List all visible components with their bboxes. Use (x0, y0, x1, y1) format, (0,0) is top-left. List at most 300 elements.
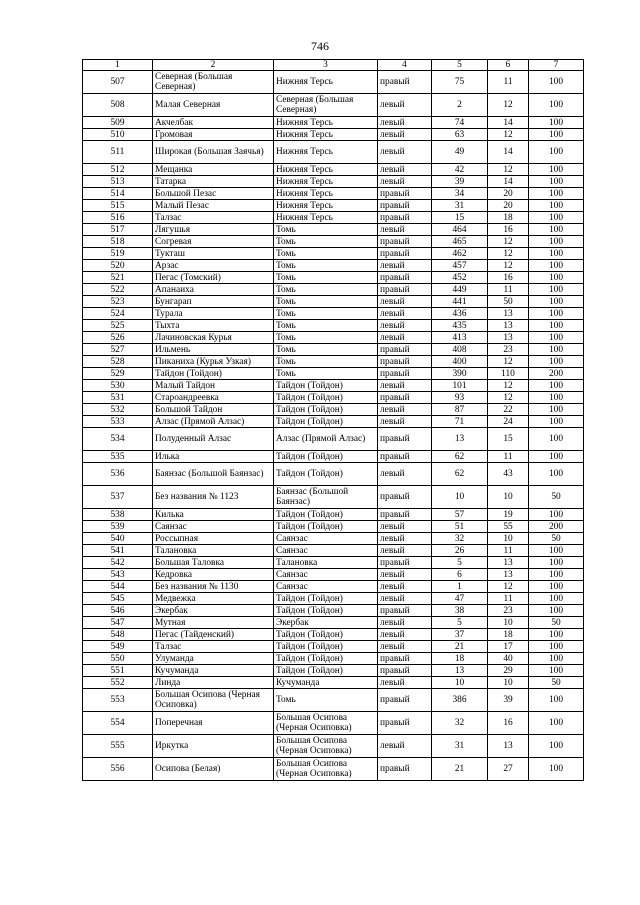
table-row (83, 200, 584, 212)
row-number-cell: 510 (83, 129, 153, 141)
table-row (83, 416, 584, 428)
table-row (83, 569, 584, 581)
bank-side-cell: правый (378, 284, 432, 296)
table-row (83, 308, 584, 320)
river-name-cell: Саянзас (153, 521, 274, 533)
river-name-cell: Кедровка (153, 569, 274, 581)
distance-from-mouth-cell: 34 (432, 188, 488, 200)
river-length-cell: 18 (488, 212, 529, 224)
bank-side-cell: левый (378, 521, 432, 533)
row-number-cell: 543 (83, 569, 153, 581)
bank-side-cell: правый (378, 653, 432, 665)
mouth-river-cell: Тайдон (Тойдон) (274, 392, 378, 404)
river-name-cell: Талзас (153, 212, 274, 224)
distance-from-mouth-cell: 10 (432, 486, 488, 509)
table-row (83, 533, 584, 545)
river-name-cell: Лягушья (153, 224, 274, 236)
distance-from-mouth-cell: 5 (432, 557, 488, 569)
row-number-cell: 516 (83, 212, 153, 224)
river-length-cell: 23 (488, 344, 529, 356)
row-number-cell: 527 (83, 344, 153, 356)
bank-side-cell: левый (378, 404, 432, 416)
river-name-cell: Мещанка (153, 164, 274, 176)
protection-zone-width-cell: 100 (529, 117, 584, 129)
distance-from-mouth-cell: 449 (432, 284, 488, 296)
protection-zone-width-cell: 100 (529, 224, 584, 236)
protection-zone-width-cell: 50 (529, 677, 584, 689)
river-name-cell: Пегас (Томский) (153, 272, 274, 284)
distance-from-mouth-cell: 1 (432, 581, 488, 593)
river-length-cell: 16 (488, 224, 529, 236)
bank-side-cell: правый (378, 368, 432, 380)
table-row (83, 129, 584, 141)
table-row (83, 71, 584, 94)
river-name-cell: Апанаиха (153, 284, 274, 296)
mouth-river-cell: Саянзас (274, 581, 378, 593)
table-row (83, 164, 584, 176)
distance-from-mouth-cell: 386 (432, 689, 488, 712)
river-name-cell: Широкая (Большая Заячья) (153, 141, 274, 164)
row-number-cell: 524 (83, 308, 153, 320)
protection-zone-width-cell: 100 (529, 758, 584, 781)
row-number-cell: 509 (83, 117, 153, 129)
protection-zone-width-cell: 100 (529, 236, 584, 248)
river-name-cell: Северная (Большая Северная) (153, 71, 274, 94)
protection-zone-width-cell: 100 (529, 569, 584, 581)
bank-side-cell: правый (378, 509, 432, 521)
river-name-cell: Тайдон (Тойдон) (153, 368, 274, 380)
table-row (83, 320, 584, 332)
bank-side-cell: левый (378, 94, 432, 117)
bank-side-cell: левый (378, 629, 432, 641)
river-length-cell: 13 (488, 557, 529, 569)
protection-zone-width-cell: 100 (529, 380, 584, 392)
river-name-cell: Согревая (153, 236, 274, 248)
table-row (83, 404, 584, 416)
row-number-cell: 549 (83, 641, 153, 653)
river-name-cell: Без названия № 1130 (153, 581, 274, 593)
row-number-cell: 544 (83, 581, 153, 593)
bank-side-cell: левый (378, 380, 432, 392)
river-name-cell: Большой Тайдон (153, 404, 274, 416)
table-row (83, 284, 584, 296)
table-row (83, 260, 584, 272)
table-row (83, 344, 584, 356)
table-row (83, 486, 584, 509)
mouth-river-cell: Томь (274, 236, 378, 248)
protection-zone-width-cell: 100 (529, 260, 584, 272)
mouth-river-cell: Томь (274, 689, 378, 712)
row-number-cell: 521 (83, 272, 153, 284)
mouth-river-cell: Томь (274, 224, 378, 236)
row-number-cell: 530 (83, 380, 153, 392)
distance-from-mouth-cell: 18 (432, 653, 488, 665)
distance-from-mouth-cell: 62 (432, 451, 488, 463)
river-length-cell: 50 (488, 296, 529, 308)
distance-from-mouth-cell: 71 (432, 416, 488, 428)
row-number-cell: 532 (83, 404, 153, 416)
protection-zone-width-cell: 100 (529, 356, 584, 368)
river-length-cell: 11 (488, 451, 529, 463)
protection-zone-width-cell: 100 (529, 94, 584, 117)
table-row (83, 557, 584, 569)
river-length-cell: 13 (488, 308, 529, 320)
bank-side-cell: левый (378, 176, 432, 188)
distance-from-mouth-cell: 39 (432, 176, 488, 188)
row-number-cell: 514 (83, 188, 153, 200)
protection-zone-width-cell: 100 (529, 641, 584, 653)
river-name-cell: Россыпная (153, 533, 274, 545)
distance-from-mouth-cell: 2 (432, 94, 488, 117)
river-name-cell: Большая Осипова (Черная Осиповка) (153, 689, 274, 712)
distance-from-mouth-cell: 464 (432, 224, 488, 236)
distance-from-mouth-cell: 6 (432, 569, 488, 581)
bank-side-cell: левый (378, 296, 432, 308)
row-number-cell: 522 (83, 284, 153, 296)
mouth-river-cell: Тайдон (Тойдон) (274, 653, 378, 665)
river-name-cell: Талановка (153, 545, 274, 557)
table-row (83, 212, 584, 224)
mouth-river-cell: Нижняя Терсь (274, 176, 378, 188)
row-number-cell: 546 (83, 605, 153, 617)
river-length-cell: 13 (488, 320, 529, 332)
distance-from-mouth-cell: 21 (432, 758, 488, 781)
mouth-river-cell: Тайдон (Тойдон) (274, 665, 378, 677)
row-number-cell: 534 (83, 428, 153, 451)
protection-zone-width-cell: 100 (529, 735, 584, 758)
table-row (83, 521, 584, 533)
protection-zone-width-cell: 100 (529, 712, 584, 735)
distance-from-mouth-cell: 408 (432, 344, 488, 356)
river-length-cell: 11 (488, 71, 529, 94)
river-length-cell: 14 (488, 141, 529, 164)
row-number-cell: 515 (83, 200, 153, 212)
distance-from-mouth-cell: 465 (432, 236, 488, 248)
bank-side-cell: правый (378, 557, 432, 569)
distance-from-mouth-cell: 413 (432, 332, 488, 344)
river-name-cell: Турала (153, 308, 274, 320)
table-row (83, 428, 584, 451)
table-row (83, 224, 584, 236)
table-row (83, 593, 584, 605)
mouth-river-cell: Большая Осипова (Черная Осиповка) (274, 712, 378, 735)
river-length-cell: 12 (488, 129, 529, 141)
river-name-cell: Улуманда (153, 653, 274, 665)
river-name-cell: Тыхта (153, 320, 274, 332)
distance-from-mouth-cell: 10 (432, 677, 488, 689)
river-length-cell: 23 (488, 605, 529, 617)
protection-zone-width-cell: 100 (529, 509, 584, 521)
river-length-cell: 29 (488, 665, 529, 677)
river-name-cell: Баянзас (Большой Баянзас) (153, 463, 274, 486)
row-number-cell: 526 (83, 332, 153, 344)
mouth-river-cell: Нижняя Терсь (274, 164, 378, 176)
mouth-river-cell: Тайдон (Тойдон) (274, 629, 378, 641)
river-name-cell: Илька (153, 451, 274, 463)
bank-side-cell: правый (378, 605, 432, 617)
bank-side-cell: правый (378, 712, 432, 735)
distance-from-mouth-cell: 31 (432, 200, 488, 212)
protection-zone-width-cell: 100 (529, 451, 584, 463)
river-name-cell: Талзас (153, 641, 274, 653)
mouth-river-cell: Томь (274, 284, 378, 296)
mouth-river-cell: Саянзас (274, 569, 378, 581)
protection-zone-width-cell: 100 (529, 141, 584, 164)
table-row (83, 356, 584, 368)
mouth-river-cell: Саянзас (274, 533, 378, 545)
river-name-cell: Медвежка (153, 593, 274, 605)
distance-from-mouth-cell: 57 (432, 509, 488, 521)
bank-side-cell: левый (378, 117, 432, 129)
table-row (83, 380, 584, 392)
table-row (83, 236, 584, 248)
river-length-cell: 12 (488, 248, 529, 260)
mouth-river-cell: Томь (274, 260, 378, 272)
column-number: 7 (529, 60, 584, 71)
river-name-cell: Лачиновская Курья (153, 332, 274, 344)
row-number-cell: 529 (83, 368, 153, 380)
bank-side-cell: правый (378, 689, 432, 712)
protection-zone-width-cell: 100 (529, 248, 584, 260)
river-length-cell: 10 (488, 617, 529, 629)
row-number-cell: 507 (83, 71, 153, 94)
protection-zone-width-cell: 100 (529, 416, 584, 428)
bank-side-cell: левый (378, 569, 432, 581)
protection-zone-width-cell: 100 (529, 545, 584, 557)
table-row (83, 545, 584, 557)
distance-from-mouth-cell: 400 (432, 356, 488, 368)
river-length-cell: 14 (488, 176, 529, 188)
mouth-river-cell: Тайдон (Тойдон) (274, 451, 378, 463)
table-row (83, 653, 584, 665)
protection-zone-width-cell: 50 (529, 533, 584, 545)
column-number: 5 (432, 60, 488, 71)
row-number-cell: 542 (83, 557, 153, 569)
river-length-cell: 16 (488, 272, 529, 284)
mouth-river-cell: Нижняя Терсь (274, 188, 378, 200)
protection-zone-width-cell: 100 (529, 332, 584, 344)
protection-zone-width-cell: 100 (529, 463, 584, 486)
mouth-river-cell: Саянзас (274, 545, 378, 557)
river-name-cell: Линда (153, 677, 274, 689)
river-name-cell: Акчелбак (153, 117, 274, 129)
protection-zone-width-cell: 100 (529, 404, 584, 416)
bank-side-cell: левый (378, 677, 432, 689)
river-name-cell: Экербак (153, 605, 274, 617)
distance-from-mouth-cell: 13 (432, 665, 488, 677)
table-row (83, 712, 584, 735)
distance-from-mouth-cell: 74 (432, 117, 488, 129)
row-number-cell: 533 (83, 416, 153, 428)
protection-zone-width-cell: 100 (529, 272, 584, 284)
distance-from-mouth-cell: 390 (432, 368, 488, 380)
distance-from-mouth-cell: 457 (432, 260, 488, 272)
protection-zone-width-cell: 100 (529, 428, 584, 451)
river-name-cell: Бунгарап (153, 296, 274, 308)
bank-side-cell: левый (378, 332, 432, 344)
row-number-cell: 519 (83, 248, 153, 260)
river-name-cell: Мутная (153, 617, 274, 629)
distance-from-mouth-cell: 21 (432, 641, 488, 653)
row-number-cell: 537 (83, 486, 153, 509)
row-number-cell: 523 (83, 296, 153, 308)
row-number-cell: 508 (83, 94, 153, 117)
row-number-cell: 535 (83, 451, 153, 463)
column-number-row (83, 60, 584, 71)
protection-zone-width-cell: 100 (529, 593, 584, 605)
bank-side-cell: правый (378, 451, 432, 463)
mouth-river-cell: Тайдон (Тойдон) (274, 521, 378, 533)
row-number-cell: 550 (83, 653, 153, 665)
mouth-river-cell: Тайдон (Тойдон) (274, 404, 378, 416)
row-number-cell: 512 (83, 164, 153, 176)
row-number-cell: 525 (83, 320, 153, 332)
river-length-cell: 12 (488, 581, 529, 593)
bank-side-cell: правый (378, 71, 432, 94)
mouth-river-cell: Тайдон (Тойдон) (274, 605, 378, 617)
protection-zone-width-cell: 100 (529, 200, 584, 212)
protection-zone-width-cell: 100 (529, 164, 584, 176)
bank-side-cell: левый (378, 320, 432, 332)
river-length-cell: 43 (488, 463, 529, 486)
mouth-river-cell: Тайдон (Тойдон) (274, 593, 378, 605)
bank-side-cell: правый (378, 272, 432, 284)
river-length-cell: 55 (488, 521, 529, 533)
mouth-river-cell: Кучуманда (274, 677, 378, 689)
table-row (83, 392, 584, 404)
distance-from-mouth-cell: 49 (432, 141, 488, 164)
table-row (83, 641, 584, 653)
river-name-cell: Алзас (Прямой Алзас) (153, 416, 274, 428)
distance-from-mouth-cell: 38 (432, 605, 488, 617)
protection-zone-width-cell: 100 (529, 188, 584, 200)
row-number-cell: 553 (83, 689, 153, 712)
table-row (83, 677, 584, 689)
mouth-river-cell: Томь (274, 368, 378, 380)
page-number: 746 (311, 39, 329, 53)
mouth-river-cell: Нижняя Терсь (274, 141, 378, 164)
protection-zone-width-cell: 100 (529, 653, 584, 665)
table-row (83, 629, 584, 641)
river-length-cell: 40 (488, 653, 529, 665)
protection-zone-width-cell: 100 (529, 344, 584, 356)
distance-from-mouth-cell: 15 (432, 212, 488, 224)
distance-from-mouth-cell: 32 (432, 533, 488, 545)
mouth-river-cell: Нижняя Терсь (274, 200, 378, 212)
river-name-cell: Полуденный Алзас (153, 428, 274, 451)
distance-from-mouth-cell: 51 (432, 521, 488, 533)
mouth-river-cell: Томь (274, 248, 378, 260)
river-name-cell: Староандреевка (153, 392, 274, 404)
mouth-river-cell: Тайдон (Тойдон) (274, 416, 378, 428)
mouth-river-cell: Томь (274, 332, 378, 344)
river-length-cell: 12 (488, 380, 529, 392)
row-number-cell: 518 (83, 236, 153, 248)
river-length-cell: 27 (488, 758, 529, 781)
bank-side-cell: правый (378, 236, 432, 248)
bank-side-cell: левый (378, 224, 432, 236)
mouth-river-cell: Талановка (274, 557, 378, 569)
river-name-cell: Громовая (153, 129, 274, 141)
bank-side-cell: левый (378, 416, 432, 428)
protection-zone-width-cell: 100 (529, 284, 584, 296)
mouth-river-cell: Экербак (274, 617, 378, 629)
distance-from-mouth-cell: 47 (432, 593, 488, 605)
distance-from-mouth-cell: 436 (432, 308, 488, 320)
bank-side-cell: левый (378, 141, 432, 164)
river-length-cell: 13 (488, 735, 529, 758)
mouth-river-cell: Нижняя Терсь (274, 117, 378, 129)
river-name-cell: Татарка (153, 176, 274, 188)
mouth-river-cell: Томь (274, 308, 378, 320)
protection-zone-width-cell: 100 (529, 212, 584, 224)
row-number-cell: 541 (83, 545, 153, 557)
table-row (83, 117, 584, 129)
protection-zone-width-cell: 100 (529, 129, 584, 141)
mouth-river-cell: Тайдон (Тойдон) (274, 463, 378, 486)
river-length-cell: 12 (488, 392, 529, 404)
protection-zone-width-cell: 100 (529, 176, 584, 188)
bank-side-cell: правый (378, 356, 432, 368)
river-name-cell: Арзас (153, 260, 274, 272)
river-length-cell: 10 (488, 486, 529, 509)
distance-from-mouth-cell: 5 (432, 617, 488, 629)
protection-zone-width-cell: 100 (529, 689, 584, 712)
table-row (83, 296, 584, 308)
mouth-river-cell: Томь (274, 320, 378, 332)
bank-side-cell: правый (378, 428, 432, 451)
table-row (83, 735, 584, 758)
distance-from-mouth-cell: 101 (432, 380, 488, 392)
column-number: 2 (153, 60, 274, 71)
river-length-cell: 19 (488, 509, 529, 521)
row-number-cell: 539 (83, 521, 153, 533)
protection-zone-width-cell: 200 (529, 521, 584, 533)
mouth-river-cell: Нижняя Терсь (274, 129, 378, 141)
column-number: 3 (274, 60, 378, 71)
river-length-cell: 110 (488, 368, 529, 380)
row-number-cell: 552 (83, 677, 153, 689)
river-length-cell: 18 (488, 629, 529, 641)
row-number-cell: 540 (83, 533, 153, 545)
table-row (83, 188, 584, 200)
distance-from-mouth-cell: 37 (432, 629, 488, 641)
river-length-cell: 11 (488, 593, 529, 605)
protection-zone-width-cell: 50 (529, 486, 584, 509)
protection-zone-width-cell: 50 (529, 617, 584, 629)
river-length-cell: 17 (488, 641, 529, 653)
mouth-river-cell: Северная (Большая Северная) (274, 94, 378, 117)
distance-from-mouth-cell: 32 (432, 712, 488, 735)
bank-side-cell: левый (378, 581, 432, 593)
bank-side-cell: правый (378, 758, 432, 781)
distance-from-mouth-cell: 63 (432, 129, 488, 141)
distance-from-mouth-cell: 75 (432, 71, 488, 94)
bank-side-cell: левый (378, 533, 432, 545)
river-name-cell: Большой Пезас (153, 188, 274, 200)
river-length-cell: 22 (488, 404, 529, 416)
bank-side-cell: правый (378, 486, 432, 509)
column-number: 4 (378, 60, 432, 71)
protection-zone-width-cell: 200 (529, 368, 584, 380)
distance-from-mouth-cell: 87 (432, 404, 488, 416)
protection-zone-width-cell: 100 (529, 71, 584, 94)
river-length-cell: 16 (488, 712, 529, 735)
mouth-river-cell: Большая Осипова (Черная Осиповка) (274, 735, 378, 758)
mouth-river-cell: Баянзас (Большой Баянзас) (274, 486, 378, 509)
mouth-river-cell: Томь (274, 356, 378, 368)
river-name-cell: Ильмень (153, 344, 274, 356)
